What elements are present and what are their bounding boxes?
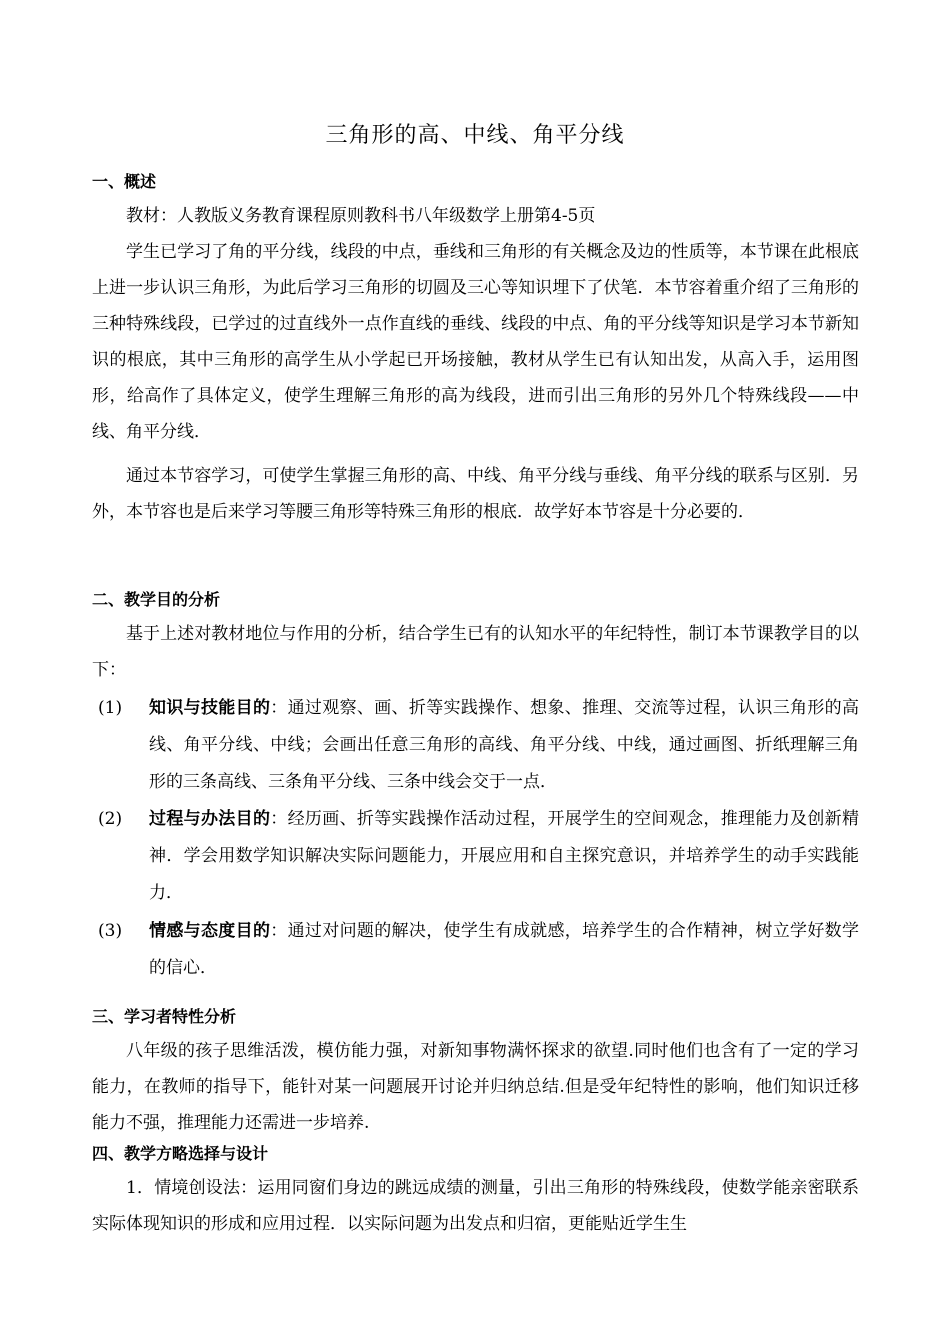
objective-label: 情感与态度目的: [149, 921, 271, 941]
paragraph-significance: 通过本节容学习，可使学生掌握三角形的高、中线、角平分线与垂线、角平分线的联系与区别．另外，本节容也是后来学习等腰三角形等特殊三角形的根底．故学好本节容是十分必要的．: [92, 466, 859, 522]
objective-text: ：经历画、折等实践操作活动过程，开展学生的空间观念，推理能力及创新精神．学会用数学知识解决实际问题能力，开展应用和自主探究意识，并培养学生的动手实践能力．: [149, 809, 860, 903]
objective-label: 过程与办法目的: [149, 809, 271, 829]
paragraph-learner-analysis: 八年级的孩子思维活泼，模仿能力强，对新知事物满怀探求的欲望.同时他们也含有了一定的学习能力，在教师的指导下，能针对某一问题展开讨论并归纳总结.但是受年纪特性的影响，他们知识迁移能力不强，推理能力还需进一步培养.: [92, 1041, 859, 1133]
section-heading-learner-analysis: 三、学习者特性分析: [92, 1007, 237, 1026]
objective-label: 知识与技能目的: [149, 698, 271, 718]
objective-item-process: [92, 801, 859, 912]
objective-text: ：通过观察、画、折等实践操作、想象、推理、交流等过程，认识三角形的高 线、角平分线、中线；会画出任意三角形的高线、角平分线、中线，通过画图、折纸理解三角形的三条高线、三条角平分线、三条中线会交于一点．: [149, 698, 860, 792]
section-heading-teaching-strategy: 四、教学方略选择与设计: [92, 1144, 269, 1163]
objective-item-attitude: [92, 913, 859, 987]
paragraph-background: 学生已学习了角的平分线，线段的中点，垂线和三角形的有关概念及边的性质等，本节课在此根底上进一步认识三角形，为此后学习三角形的切圆及三心等知识埋下了伏笔．本节容着重介绍了三角形的三种特殊线段，已学过的过直线外一点作直线的垂线、线段的中点、角的平分线等知识是学习本节新知识的根底，其中三角形的高学生从小学起已开场接触，教材从学生已有认知出发，从高入手，运用图形，给高作了具体定义，使学生理解三角形的高为线段，进而引出三角形的另外几个特殊线段——中线、角平分线．: [92, 242, 859, 442]
document-title: 三角形的高、中线、角平分线: [325, 123, 625, 148]
objective-text: ：通过对问题的解决，使学生有成就感，培养学生的合作精神，树立学好数学的信心．: [149, 921, 860, 978]
section-heading-overview: 一、概述: [92, 172, 157, 191]
objective-number: (2): [98, 809, 123, 829]
objective-number: (3): [98, 921, 123, 941]
section-heading-objectives: 二、教学目的分析: [92, 590, 221, 609]
objective-item-knowledge: [92, 690, 859, 801]
paragraph-teaching-strategy: 1．情境创设法：运用同窗们身边的跳远成绩的测量，引出三角形的特殊线段，使数学能亲密联系实际体现知识的形成和应用过程．以实际问题为出发点和归宿，更能贴近学生生: [92, 1178, 859, 1234]
objective-number: (1): [98, 698, 123, 718]
paragraph-objectives-intro: 基于上述对教材地位与作用的分析，结合学生已有的认知水平的年纪特性，制订本节课教学目的以下：: [92, 624, 859, 680]
paragraph-textbook: 教材：人教版义务教育课程原则教科书八年级数学上册第4-5页: [126, 206, 596, 226]
